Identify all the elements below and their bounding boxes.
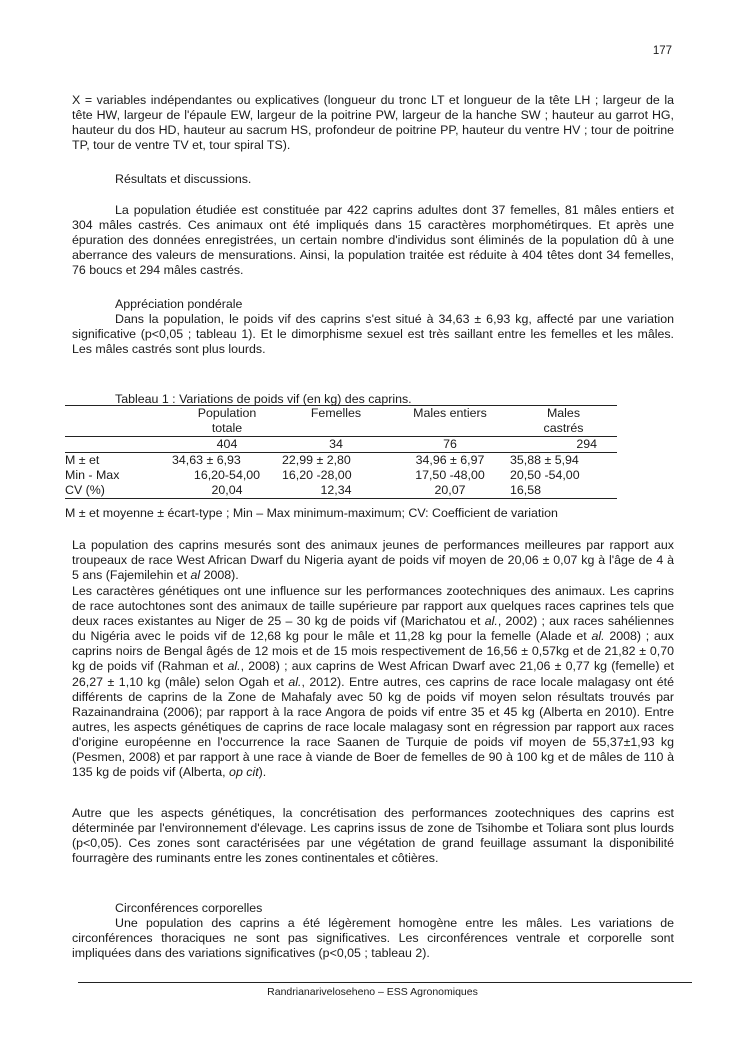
count-cell: 34 — [282, 437, 390, 453]
count-cell: 404 — [172, 437, 282, 453]
table-row — [65, 468, 617, 483]
section-heading-results: Résultats et discussions. — [115, 172, 252, 186]
table-cell: 34,63 ± 6,93 — [172, 453, 241, 467]
count-cell: 76 — [390, 437, 510, 453]
row-label: M ± et — [65, 453, 100, 467]
row-label: CV (%) — [65, 483, 172, 499]
footer-rule — [78, 982, 692, 983]
page-number: 177 — [652, 45, 672, 57]
table-cell: 22,99 ± 2,80 — [282, 453, 351, 467]
paragraph-population: La population étudiée est constituée par 422 caprins adultes dont 37 femelles, 81 mâles entiers et 304 mâles castrés. Ces animaux ont été impliqués dans 15 caractères morphométirques. Et après une épuration des données enregistrées, un certain nombre d'individus sont éliminés de la population dû à une aberrance des valeurs de mensurations. Ainsi, la population traitée est réduite à 404 têtes dont 34 femelles, 76 boucs et 294 mâles castrés. — [72, 203, 674, 278]
header-population: Population — [172, 406, 282, 422]
table-row — [65, 453, 617, 469]
table-caption: Tableau 1 : Variations de poids vif (en kg) des caprins. — [115, 392, 412, 406]
header-males-entiers: Males entiers — [390, 406, 510, 422]
paragraph-weight: Dans la population, le poids vif des caprins s'est situé à 34,63 ± 6,93 kg, affecté par une variation significative (p<0,05 ; tableau 1). Et le dimorphisme sexuel est très saillant entre les femelles et les mâles. Les mâles castrés sont plus lourds. — [72, 312, 674, 357]
table-header-row — [65, 406, 617, 422]
table-note: M ± et moyenne ± écart-type ; Min – Max minimum-maximum; CV: Coefficient de variation — [65, 506, 558, 520]
count-cell: 294 — [510, 437, 617, 453]
table-counts-row — [65, 437, 617, 453]
table-cell: 20,04 — [172, 483, 282, 499]
header-males: Males — [510, 406, 617, 422]
table-cell: 16,20-54,00 — [193, 468, 261, 482]
table-cell: 16,20 -28,00 — [282, 468, 352, 482]
table-header-row-2 — [65, 421, 617, 437]
intro-paragraph: X = variables indépendantes ou explicatives (longueur du tronc LT et longueur de la tête LH ; largeur de la tête HW, largeur de l'épaule EW, largeur de la poitrine PW, largeur de la hanche SW ; hauteur au garrot HG, hauteur du dos HD, hauteur au sacrum HS, profondeur de poitrine PP, hauteur du ventre HV ; tour de poitrine TP, tour de ventre TV et, tour spiral TS). — [72, 93, 674, 153]
header-castres: castrés — [543, 421, 584, 435]
header-totale: totale — [211, 421, 243, 435]
table-cell: 12,34 — [282, 483, 390, 499]
table-cell: 34,96 ± 6,97 — [415, 453, 485, 467]
paragraph-circumference: Une population des caprins a été légèrement homogène entre les mâles. Les variations de circonférences thoraciques ne sont pas significatives. Les circonférences ventrale et corporelle sont impliquées dans des variations significatives (p<0,05 ; tableau 2). — [72, 916, 674, 961]
table-cell: 35,88 ± 5,94 — [510, 453, 579, 467]
header-femelles: Femelles — [282, 406, 390, 422]
paragraph-genetics: Les caractères génétiques ont une influence sur les performances zootechniques des animaux. Les caprins de race autochtones sont des animaux de taille supérieure par rapport aux quelques races caprines tels que deux races existantes au Niger de 25 – 30 kg de poids vif (Marichatou et al., 2002) ; aux races sahéliennes du Nigéria avec le poids vif de 12,68 kg pour le mâle et 11,28 kg pour la femelle (Alade et al. 2008) ; aux caprins noirs de Bengal âgés de 12 mois et de 15 mois respectivement de 16,56 ± 0,57kg et de 21,82 ± 0,70 kg de poids vif (Rahman et al., 2008) ; aux caprins de West African Dwarf avec 21,06 ± 0,77 kg (femelle) et 26,27 ± 1,10 kg (mâle) selon Ogah et al., 2012). Entre autres, ces caprins de race locale malagasy ont été différents de caprins de la Zone de Mahafaly avec 50 kg de poids vif moyen selon résultats trouvés par Razainandraina (2006); par rapport à la race Angora de poids vif entre 35 et 45 kg (Alberta en 2010). Entre autres, les aspects génétiques de caprins de race locale malagasy sont en régression par rapport aux races d'origine européenne en l'occurrence la race Saanen de Turquie de poids vif moyen de 55,37±1,93 kg (Pesmen, 2008) et par rapport à une race à viande de Boer de femelles de 90 à 100 kg et de mâles de 110 à 135 kg de poids vif (Alberta, op cit). — [72, 584, 675, 780]
table-cell: 20,50 -54,00 — [510, 468, 580, 482]
table-cell: 17,50 -48,00 — [415, 468, 485, 482]
subsection-heading-weight: Appréciation pondérale — [115, 297, 243, 311]
subsection-heading-circumference: Circonférences corporelles — [115, 901, 263, 915]
table-cell: 20,07 — [390, 483, 510, 499]
table-row — [65, 483, 617, 499]
table-cell: 16,58 — [510, 483, 617, 499]
row-label: Min - Max — [65, 468, 120, 482]
weight-table — [65, 405, 617, 499]
page-footer: Randrianariveloseheno – ESS Agronomiques — [267, 986, 478, 998]
paragraph-nigeria: La population des caprins mesurés sont des animaux jeunes de performances meilleures par rapport aux troupeaux de race West African Dwarf du Nigeria ayant de poids vif moyen de 20,06 ± 0,07 kg à l'âge de 4 à 5 ans (Fajemilehin et al 2008). — [72, 538, 674, 583]
paragraph-environment: Autre que les aspects génétiques, la concrétisation des performances zootechniques des caprins est déterminée par l'environnement d'élevage. Les caprins issus de zone de Tsihombe et Toliara sont plus lourds (p<0,05). Ces zones sont caractérisées par une végétation de grand feuillage assumant la disponibilité fourragère des ruminants entre les zones continentales et côtières. — [72, 806, 674, 866]
